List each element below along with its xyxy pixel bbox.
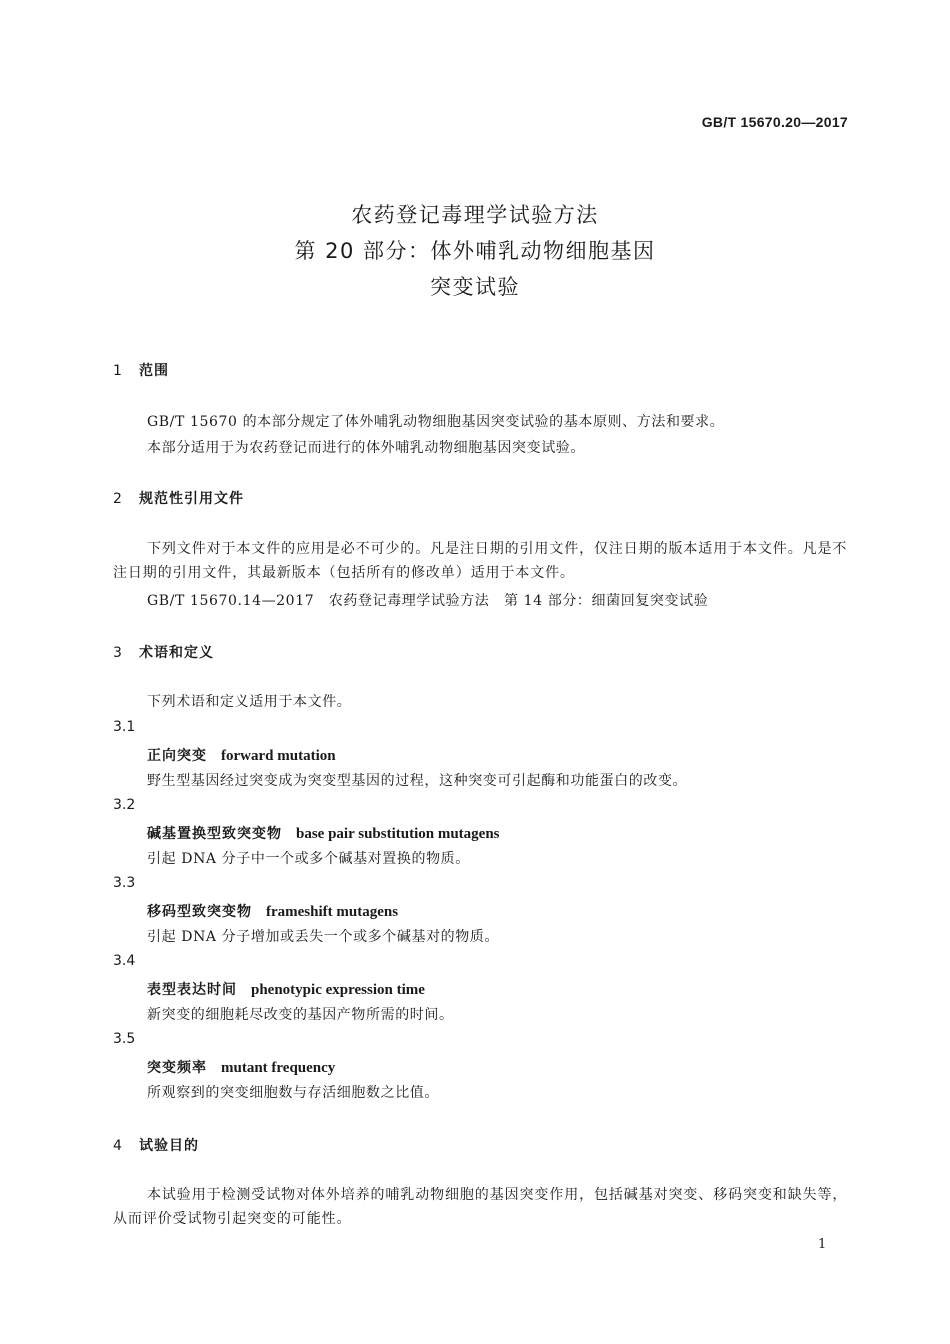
term-definition: 引起 DNA 分子增加或丢失一个或多个碱基对的物质。 <box>147 929 500 945</box>
term-zh: 移码型致突变物 <box>147 904 252 920</box>
clause-number: 3.4 <box>113 953 136 969</box>
section-heading-3 <box>113 642 214 662</box>
clause-number: 3.1 <box>113 719 136 735</box>
document-title-line-3: 突变试验 <box>430 275 520 299</box>
document-title-line-1: 农药登记毒理学试验方法 <box>351 203 599 227</box>
paragraph: 本部分适用于为农药登记而进行的体外哺乳动物细胞基因突变试验。 <box>147 440 585 456</box>
clause-number: 3.2 <box>113 797 136 813</box>
term-entry <box>147 745 336 765</box>
paragraph: 下列文件对于本文件的应用是必不可少的。凡是注日期的引用文件，仅注日期的版本适用于本文件。凡是不注日期的引用文件，其最新版本（包括所有的修改单）适用于本文件。 <box>113 541 848 581</box>
term-definition: 新突变的细胞耗尽改变的基因产物所需的时间。 <box>147 1007 454 1023</box>
term-entry <box>147 979 425 999</box>
term-definition: 引起 DNA 分子中一个或多个碱基对置换的物质。 <box>147 851 470 867</box>
section-heading-4 <box>113 1135 199 1155</box>
term-entry <box>147 823 500 843</box>
section-number: 1 <box>113 363 123 379</box>
paragraph: GB/T 15670 的本部分规定了体外哺乳动物细胞基因突变试验的基本原则、方法和要求。 <box>147 414 725 430</box>
term-definition: 野生型基因经过突变成为突变型基因的过程，这种突变可引起酶和功能蛋白的改变。 <box>147 773 688 789</box>
term-zh: 突变频率 <box>147 1060 207 1076</box>
term-zh: 正向突变 <box>147 748 207 764</box>
term-definition: 所观察到的突变细胞数与存活细胞数之比值。 <box>147 1085 439 1101</box>
section-number: 2 <box>113 491 123 507</box>
term-entry <box>147 1057 335 1077</box>
term-entry <box>147 901 398 921</box>
section-heading-1 <box>113 360 169 380</box>
section-title: 范围 <box>139 363 169 379</box>
term-en: forward mutation <box>221 748 336 764</box>
term-zh: 表型表达时间 <box>147 982 237 998</box>
section-title: 规范性引用文件 <box>139 491 244 507</box>
standard-code: GB/T 15670.20—2017 <box>701 114 848 130</box>
term-en: base pair substitution mutagens <box>296 826 500 842</box>
section-number: 4 <box>113 1138 123 1154</box>
term-en: frameshift mutagens <box>266 904 399 920</box>
section-title: 试验目的 <box>139 1138 199 1154</box>
term-zh: 碱基置换型致突变物 <box>147 826 282 842</box>
term-en: mutant frequency <box>221 1060 336 1076</box>
paragraph: 下列术语和定义适用于本文件。 <box>147 694 352 710</box>
section-title: 术语和定义 <box>139 645 214 661</box>
reference-item: GB/T 15670.14—2017 农药登记毒理学试验方法 第 14 部分：细菌回复突变试验 <box>147 593 709 609</box>
clause-number: 3.3 <box>113 875 136 891</box>
page-number: 1 <box>818 1237 827 1252</box>
paragraph: 本试验用于检测受试物对体外培养的哺乳动物细胞的基因突变作用，包括碱基对突变、移码突变和缺失等，从而评价受试物引起突变的可能性。 <box>113 1187 848 1227</box>
clause-number: 3.5 <box>113 1031 136 1047</box>
term-en: phenotypic expression time <box>251 982 425 998</box>
section-number: 3 <box>113 645 123 661</box>
section-heading-2 <box>113 488 244 508</box>
document-title-line-2: 第 20 部分：体外哺乳动物细胞基因 <box>294 239 656 263</box>
